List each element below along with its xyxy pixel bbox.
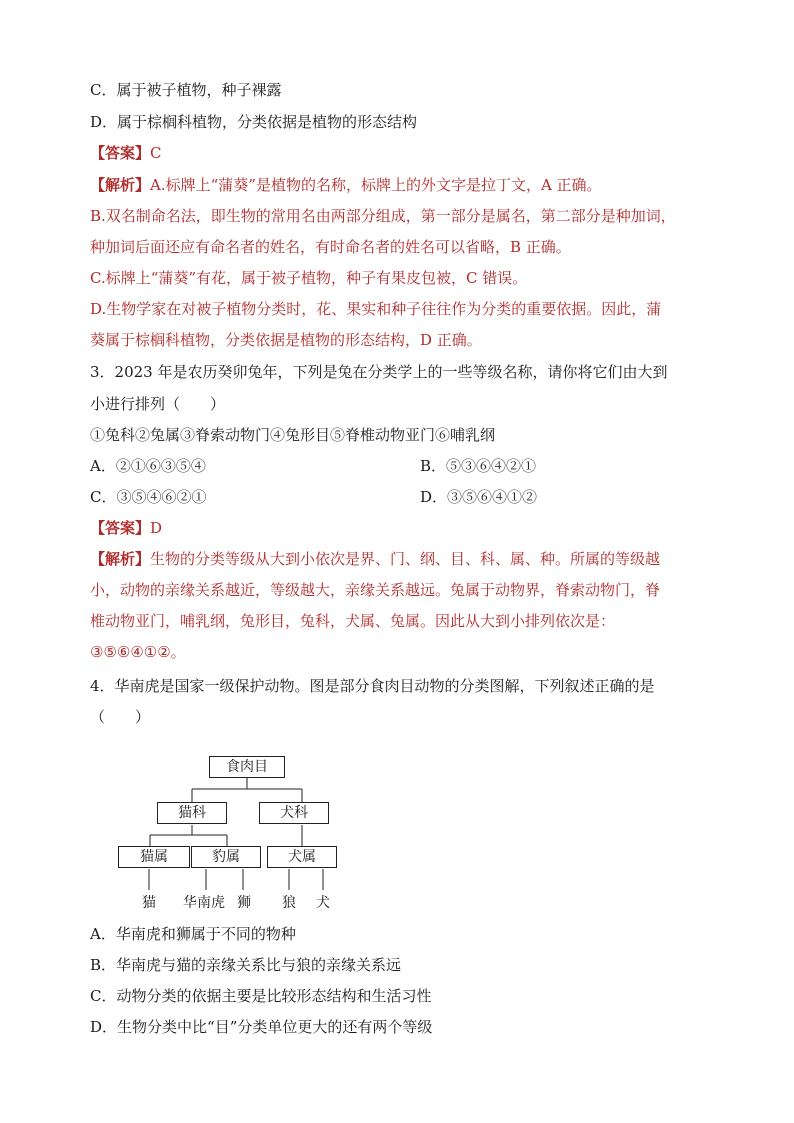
tree-leaf-tiger: 华南虎 <box>183 895 225 911</box>
classification-tree <box>115 755 345 915</box>
q3-items: ①兔科②兔属③脊索动物门④兔形目⑤脊椎动物亚门⑥哺乳纲 <box>90 426 496 444</box>
q3-analysis-line-2: 小，动物的亲缘关系越近，等级越大，亲缘关系越远。兔属于动物界，脊索动物门，脊 <box>90 581 661 599</box>
q3-analysis-line-4: ③⑤⑥④①②。 <box>90 643 186 661</box>
tree-leaf-lion: 狮 <box>237 895 251 911</box>
q3-option-a: A．②①⑥③⑤④ <box>90 457 206 475</box>
q4-option-d: D．生物分类中比“目”分类单位更大的还有两个等级 <box>90 1018 433 1036</box>
tree-node-family-dog: 犬科 <box>259 802 329 824</box>
q2-option-d: D．属于棕榈科植物，分类依据是植物的形态结构 <box>90 113 418 131</box>
q2-option-c: C．属于被子植物，种子裸露 <box>90 81 282 99</box>
q3-option-c: C．③⑤④⑥②① <box>90 488 207 506</box>
q2-answer <box>90 143 162 163</box>
q4-stem-line-2: （ ） <box>90 708 151 726</box>
q2-analysis-line-2: B.双名制命名法，即生物的常用名由两部分组成，第一部分是属名，第二部分是种加词， <box>90 207 676 225</box>
answer-tag: 【答案】 <box>90 519 151 537</box>
tree-leaf-wolf: 狼 <box>282 895 296 911</box>
q3-stem-line-1: 3．2023 年是农历癸卯兔年，下列是兔在分类学上的一些等级名称，请你将它们由大到 <box>90 363 668 381</box>
answer-value: D <box>150 519 163 537</box>
tree-node-genus-cat: 猫属 <box>118 846 190 868</box>
q3-option-d: D．③⑤⑥④①② <box>420 488 538 506</box>
q2-analysis-line-6: 葵属于棕榈科植物，分类依据是植物的形态结构，D 正确。 <box>90 331 482 349</box>
tree-leaf-dog: 犬 <box>316 895 330 911</box>
q2-analysis-line-3: 种加词后面还应有命名者的姓名，有时命名者的姓名可以省略，B 正确。 <box>90 238 571 256</box>
q4-stem-line-1: 4．华南虎是国家一级保护动物。图是部分食肉目动物的分类图解，下列叙述正确的是 <box>90 677 655 695</box>
analysis-tag: 【解析】 <box>90 550 151 568</box>
q3-analysis-line-3: 椎动物亚门，哺乳纲，兔形目，兔科，犬属、兔属。因此从大到小排列依次是： <box>90 612 616 630</box>
tree-node-family-cat: 猫科 <box>157 802 227 824</box>
answer-value: C <box>150 144 162 162</box>
q2-analysis-line-1: 【解析】A.标牌上“蒲葵”是植物的名称，标牌上的外文字是拉丁文，A 正确。 <box>90 176 602 194</box>
q3-stem-line-2: 小进行排列（ ） <box>90 395 226 413</box>
tree-leaf-cat: 猫 <box>142 895 156 911</box>
analysis-tag: 【解析】 <box>90 176 151 194</box>
q2-analysis-line-5: D.生物学家在对被子植物分类时，花、果实和种子往往作为分类的重要依据。因此，蒲 <box>90 300 662 318</box>
q4-option-b: B．华南虎与猫的亲缘关系比与狼的亲缘关系远 <box>90 956 402 974</box>
tree-node-genus-leopard: 豹属 <box>191 846 261 868</box>
q2-analysis-line-4: C.标牌上“蒲葵”有花，属于被子植物，种子有果皮包被，C 错误。 <box>90 269 528 287</box>
q4-option-a: A．华南虎和狮属于不同的物种 <box>90 925 296 943</box>
tree-node-order: 食肉目 <box>209 756 285 778</box>
tree-connectors <box>115 755 345 915</box>
q3-analysis-line-1: 【解析】生物的分类等级从大到小依次是界、门、纲、目、科、属、种。所属的等级越 <box>90 550 661 568</box>
q3-answer <box>90 518 162 538</box>
answer-tag: 【答案】 <box>90 144 151 162</box>
q4-option-c: C．动物分类的依据主要是比较形态结构和生活习性 <box>90 987 432 1005</box>
tree-node-genus-dog: 犬属 <box>267 846 337 868</box>
q3-option-b: B．⑤③⑥④②① <box>420 457 537 475</box>
